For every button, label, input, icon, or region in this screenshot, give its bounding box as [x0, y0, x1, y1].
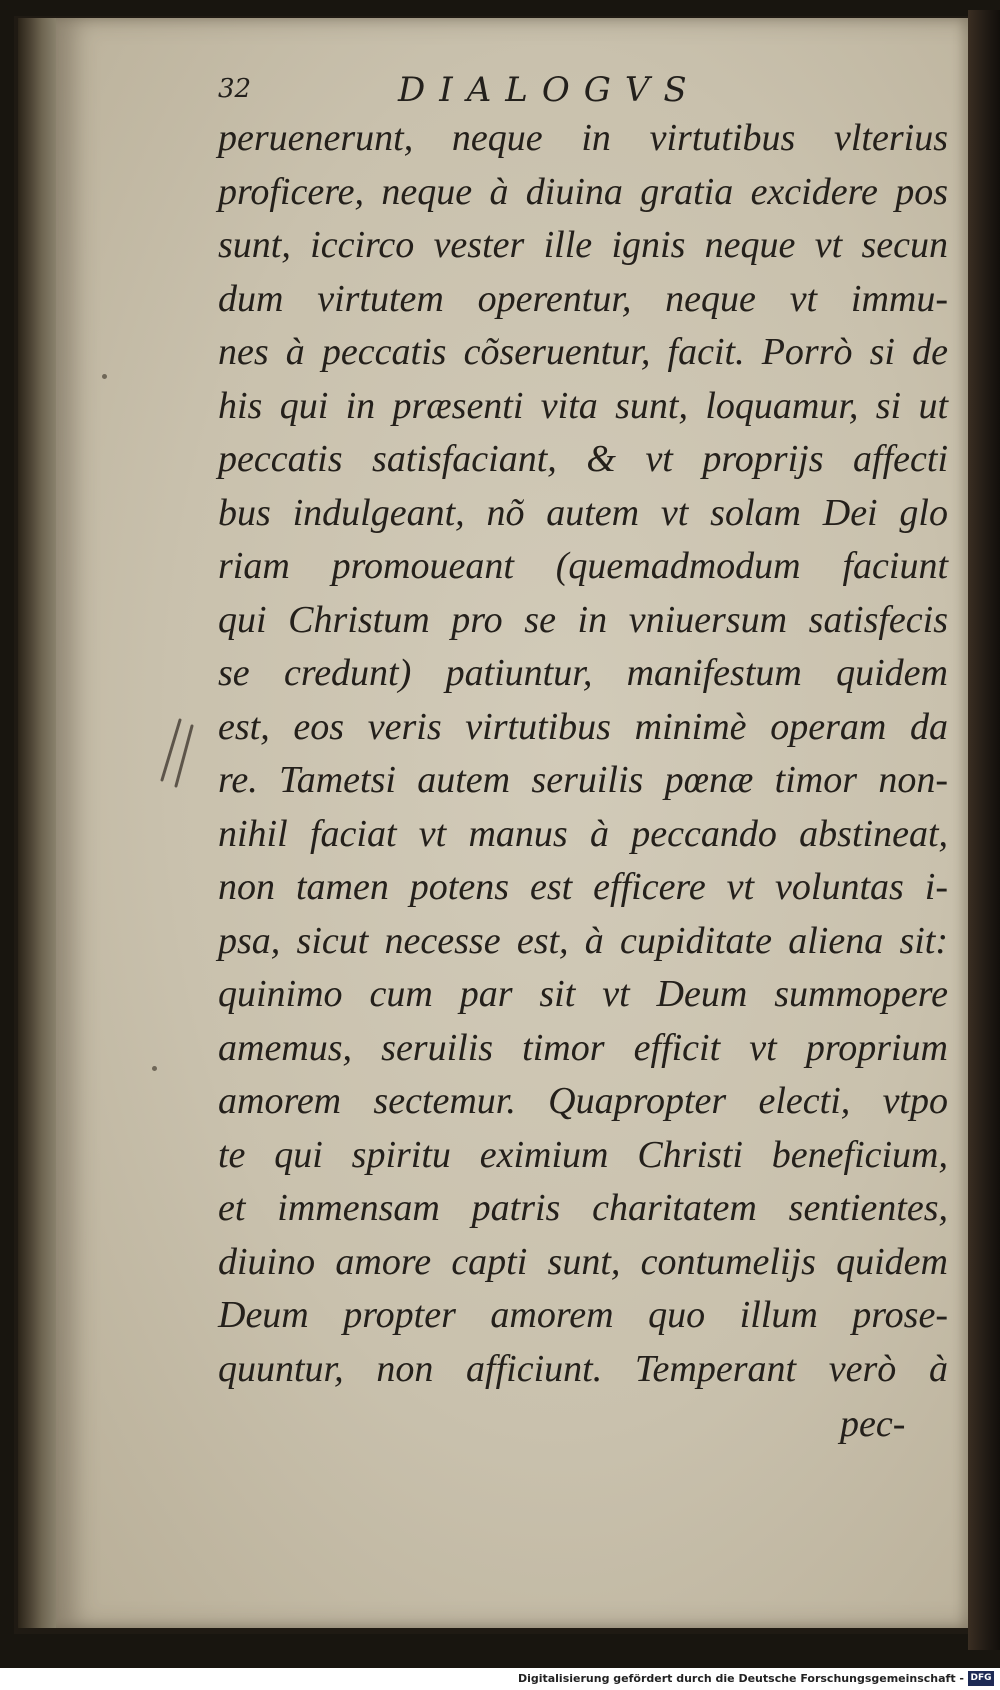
text-line: non tamen potens est efficere vt voluntas i-: [218, 866, 948, 908]
page-number: 32: [218, 74, 252, 104]
running-head-title: DIALOGVS: [398, 70, 701, 110]
text-line: his qui in præsenti vita sunt, loquamur, si ut: [218, 384, 948, 427]
text-line: proficere, neque à diuina gratia excidere pos: [218, 170, 948, 213]
text-line: nes à peccatis cõseruentur, facit. Porrò si de: [218, 331, 948, 373]
text-line: te qui spiritu eximium Christi beneficium,: [218, 1133, 948, 1176]
text-line: nihil faciat vt manus à peccando abstineat,: [218, 812, 948, 855]
text-line: amorem sectemur. Quapropter electi, vtpo: [218, 1080, 948, 1122]
text-line: re. Tametsi autem seruilis pœnæ timor non-: [218, 759, 948, 801]
marginal-annotation-strokes: [150, 718, 200, 788]
text-line: dum virtutem operentur, neque vt immu-: [218, 277, 948, 320]
text-line: est, eos veris virtutibus minimè operam da: [218, 705, 948, 748]
dfg-logo: DFG: [968, 1671, 994, 1686]
running-head: [218, 70, 778, 116]
text-line: sunt, iccirco vester ille ignis neque vt secun: [218, 224, 948, 266]
margin-spot: [152, 1066, 157, 1071]
digitization-footer: [0, 1668, 1000, 1690]
book-cover-edge: [968, 10, 1000, 1650]
margin-spot: [102, 374, 107, 379]
text-line: amemus, seruilis timor efficit vt proprium: [218, 1026, 948, 1069]
text-line: peccatis satisfaciant, & vt proprijs affecti: [218, 438, 948, 480]
text-line: peruenerunt, neque in virtutibus vlterius: [218, 117, 948, 159]
funding-credit: Digitalisierung gefördert durch die Deutsche Forschungsgemeinschaft -: [517, 1672, 964, 1685]
text-line: qui Christum pro se in vniuersum satisfecis: [218, 598, 948, 641]
text-line: bus indulgeant, nõ autem vt solam Dei glo: [218, 491, 948, 534]
text-line: diuino amore capti sunt, contumelijs quidem: [218, 1240, 948, 1283]
text-line: riam promoueant (quemadmodum faciunt: [218, 545, 948, 587]
body-text: [218, 112, 948, 1396]
page-edges: [18, 18, 58, 1628]
text-line: se credunt) patiuntur, manifestum quidem: [218, 652, 948, 694]
text-line: psa, sicut necesse est, à cupiditate aliena sit:: [218, 919, 948, 962]
text-line: Deum propter amorem quo illum prose-: [218, 1294, 948, 1336]
text-line: et immensam patris charitatem sentientes,: [218, 1187, 948, 1229]
text-line: quinimo cum par sit vt Deum summopere: [218, 973, 948, 1015]
catchword: pec-: [840, 1403, 906, 1445]
text-line: quuntur, non afficiunt. Temperant verò à: [218, 1347, 948, 1390]
